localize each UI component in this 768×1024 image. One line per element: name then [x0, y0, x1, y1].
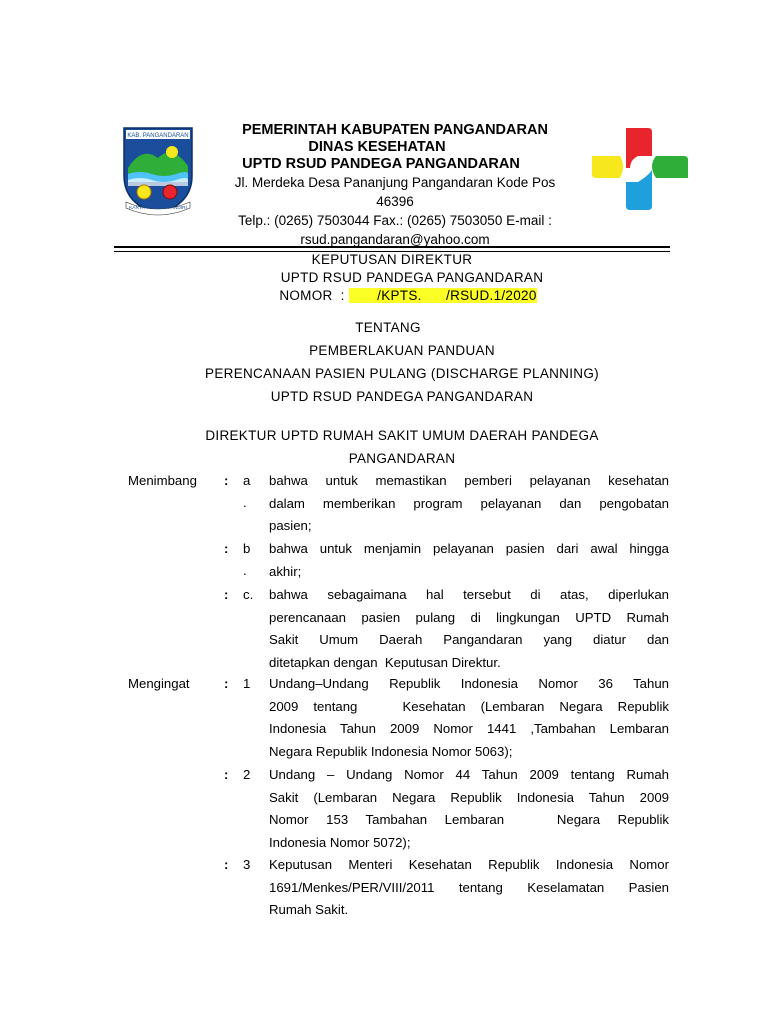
menimbang-colon-a: :	[224, 473, 229, 488]
mengingat-colon-3: :	[224, 857, 229, 872]
menimbang-c-line-1: bahwa sebagaimana hal tersebut di atas, diperlukan	[269, 587, 669, 602]
menimbang-c-line-2: perencanaan pasien pulang di lingkungan UPTD Rumah	[269, 609, 669, 625]
decree-number	[24, 288, 768, 303]
mengingat-colon-2: :	[224, 767, 229, 782]
decree-title-2: UPTD RSUD PANDEGA PANGANDARAN	[280, 270, 544, 285]
letterhead-address-2: 46396	[376, 194, 414, 209]
menimbang-c-line-4: ditetapkan dengan Keputusan Direktur.	[269, 654, 501, 670]
about-heading: TENTANG	[355, 320, 421, 335]
mengingat-1-line-1: Undang–Undang Republik Indonesia Nomor 36 Tahun	[269, 676, 669, 691]
about-line-1: PEMBERLAKUAN PANDUAN	[309, 343, 495, 358]
letterhead-line-3: UPTD RSUD PANDEGA PANGANDARAN	[242, 156, 520, 172]
mengingat-marker-2: 2	[243, 767, 251, 782]
mengingat-1-line-4: Negara Republik Indonesia Nomor 5063);	[269, 743, 513, 759]
mengingat-1-line-3: Indonesia Tahun 2009 Nomor 1441 ,Tambahan Lembaran	[269, 721, 669, 736]
director-line-2: PANGANDARAN	[348, 451, 456, 466]
menimbang-item-b	[269, 538, 669, 583]
menimbang-a-line-2: dalam memberikan program pelayanan dan pengobatan	[269, 495, 669, 511]
about-line-3: UPTD RSUD PANDEGA PANGANDARAN	[270, 389, 534, 404]
about-line-2: PERENCANAAN PASIEN PULANG (DISCHARGE PLANNING)	[205, 366, 599, 381]
mengingat-2-line-2: Sakit (Lembaran Negara Republik Indonesia Tahun 2009	[269, 789, 669, 805]
menimbang-item-c	[269, 584, 669, 674]
menimbang-label: Menimbang	[128, 473, 197, 488]
letterhead-address-4: rsud.pangandaran@yahoo.com	[300, 232, 490, 247]
letterhead-address-3: Telp.: (0265) 7503044 Fax.: (0265) 7503050 E-mail :	[238, 213, 552, 228]
mengingat-2-line-1: Undang – Undang Nomor 44 Tahun 2009 tentang Rumah	[269, 767, 669, 782]
menimbang-b-line-2: akhir;	[269, 563, 302, 579]
letterhead-line-2: DINAS KESEHATAN	[308, 139, 446, 155]
mengingat-label: Mengingat	[128, 676, 190, 691]
menimbang-marker-b-dot: .	[243, 563, 247, 578]
letterhead-rule-thick	[114, 246, 670, 248]
mengingat-2-line-4: Indonesia Nomor 5072);	[269, 834, 411, 850]
mengingat-3-line-2: 1691/Menkes/PER/VIII/2011 tentang Keselamatan Pasien	[269, 879, 669, 895]
health-cross-icon	[590, 126, 690, 212]
mengingat-item-1	[269, 673, 669, 763]
decree-number-value: /KPTS. /RSUD.1/2020	[348, 288, 537, 303]
mengingat-1-line-2: 2009 tentang Kesehatan (Lembaran Negara Republik	[269, 698, 669, 714]
decree-number-label: NOMOR :	[279, 288, 345, 303]
mengingat-marker-1: 1	[243, 676, 251, 691]
menimbang-marker-a: a	[243, 473, 251, 488]
menimbang-marker-a-dot: .	[243, 495, 247, 510]
crest-ribbon-text: KARYA WIBAWA MANDIRI	[129, 206, 187, 211]
mengingat-2-line-3: Nomor 153 Tambahan Lembaran Negara Republik	[269, 812, 669, 827]
menimbang-marker-b: b	[243, 541, 251, 556]
mengingat-3-line-1: Keputusan Menteri Kesehatan Republik Indonesia Nomor	[269, 857, 669, 872]
decree-title-1: KEPUTUSAN DIREKTUR	[311, 252, 473, 267]
letterhead-line-1: PEMERINTAH KABUPATEN PANGANDARAN	[242, 122, 548, 138]
menimbang-a-line-1: bahwa untuk memastikan pemberi pelayanan kesehatan	[269, 473, 669, 488]
menimbang-a-line-3: pasien;	[269, 518, 312, 533]
letterhead	[212, 122, 578, 249]
mengingat-marker-3: 3	[243, 857, 251, 872]
menimbang-colon-b: :	[224, 541, 229, 556]
crest-top-text: KAB. PANGANDARAN	[127, 133, 189, 139]
mengingat-colon-1: :	[224, 676, 229, 691]
menimbang-c-line-3: Sakit Umum Daerah Pangandaran yang diatur dan	[269, 632, 669, 647]
letterhead-address-1: Jl. Merdeka Desa Pananjung Pangandaran Kode Pos	[234, 175, 556, 190]
menimbang-b-line-1: bahwa untuk menjamin pelayanan pasien dari awal hingga	[269, 541, 669, 556]
director-line-1: DIREKTUR UPTD RUMAH SAKIT UMUM DAERAH PANDEGA	[205, 428, 599, 443]
menimbang-item-a	[269, 470, 669, 538]
menimbang-marker-c: c.	[243, 587, 254, 602]
mengingat-item-2	[269, 764, 669, 854]
mengingat-item-3	[269, 854, 669, 922]
mengingat-3-line-3: Rumah Sakit.	[269, 902, 349, 917]
menimbang-colon-c: :	[224, 587, 229, 602]
